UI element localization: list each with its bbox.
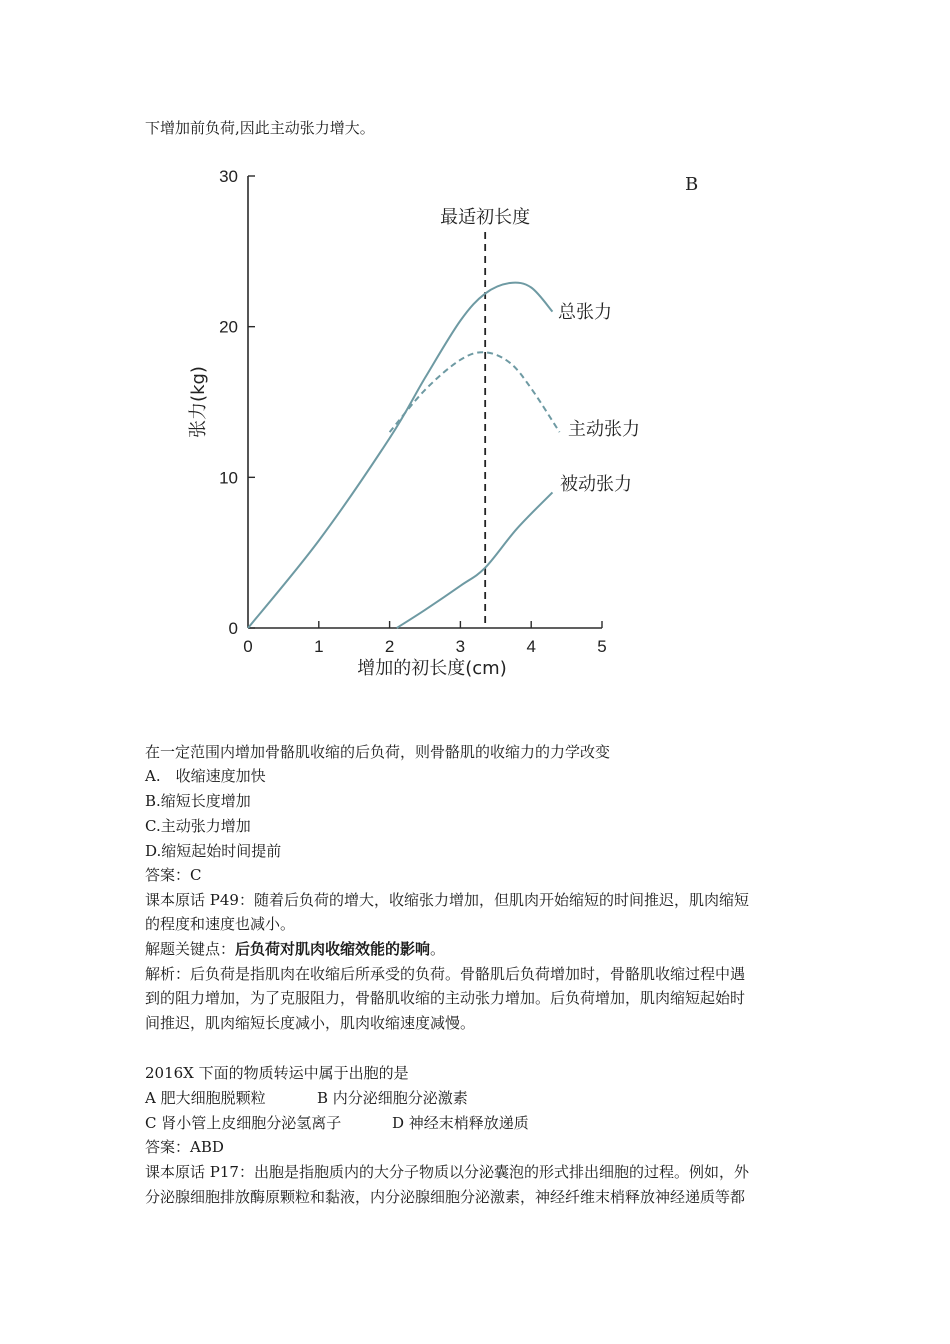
key-point-prefix: 解题关键点： bbox=[145, 940, 236, 958]
q1-option-c: C.主动张力增加 bbox=[145, 817, 251, 835]
panel-label: B bbox=[685, 174, 699, 195]
series-label-2: 主动张力 bbox=[568, 419, 640, 440]
q2-option-d: D 神经末梢释放递质 bbox=[392, 1114, 529, 1132]
chart-labels bbox=[188, 174, 698, 679]
y-tick-label: 0 bbox=[228, 619, 238, 638]
x-tick-label: 0 bbox=[243, 637, 253, 656]
chart-ticks bbox=[219, 167, 607, 656]
y-tick-label: 30 bbox=[219, 167, 238, 186]
q2-answer: 答案：ABD bbox=[145, 1138, 224, 1156]
q1-analysis-1: 解析：后负荷是指肌肉在收缩后所承受的负荷。骨骼肌后负荷增加时，骨骼肌收缩过程中遇 bbox=[145, 965, 746, 983]
x-tick-label: 4 bbox=[526, 637, 536, 656]
series-label-1: 总张力 bbox=[558, 302, 612, 323]
key-point-suffix: 。 bbox=[430, 940, 446, 958]
q1-textbook-2: 的程度和速度也减小。 bbox=[145, 915, 296, 933]
series-curve-1 bbox=[248, 283, 552, 628]
q2-option-c: C 肾小管上皮细胞分泌氢离子 bbox=[145, 1114, 342, 1132]
q2-textbook-2: 分泌腺细胞排放酶原颗粒和黏液，内分泌腺细胞分泌激素，神经纤维末梢释放神经递质等都 bbox=[145, 1188, 746, 1206]
series-curve-2 bbox=[390, 352, 560, 432]
q1-key-point bbox=[145, 939, 445, 959]
q1-option-d: D.缩短起始时间提前 bbox=[145, 842, 282, 860]
x-tick-label: 5 bbox=[597, 637, 607, 656]
chart-axes bbox=[248, 176, 602, 628]
q2-textbook-1: 课本原话 P17：出胞是指胞质内的大分子物质以分泌囊泡的形式排出细胞的过程。例如，外 bbox=[145, 1163, 749, 1181]
key-point-bold: 后负荷对肌肉收缩效能的影响 bbox=[235, 940, 431, 958]
q1-option-a: A. 收缩速度加快 bbox=[145, 767, 266, 785]
intro-text: 下增加前负荷,因此主动张力增大。 bbox=[145, 119, 375, 137]
q2-stem: 2016X 下面的物质转运中属于出胞的是 bbox=[145, 1064, 409, 1082]
x-tick-label: 2 bbox=[384, 637, 395, 656]
series-label-3: 被动张力 bbox=[560, 474, 632, 495]
q1-analysis-3: 间推迟，肌肉缩短长度减小，肌肉收缩速度减慢。 bbox=[145, 1014, 476, 1032]
series-curve-3 bbox=[397, 492, 553, 628]
x-axis-title: 增加的初长度(cm) bbox=[357, 658, 507, 679]
optimal-length-label: 最适初长度 bbox=[440, 207, 531, 228]
q2-option-a: A 肥大细胞脱颗粒 bbox=[145, 1089, 266, 1107]
q1-stem: 在一定范围内增加骨骼肌收缩的后负荷，则骨骼肌的收缩力的力学改变 bbox=[145, 743, 611, 761]
q1-textbook-1: 课本原话 P49：随着后负荷的增大，收缩张力增加，但肌肉开始缩短的时间推迟，肌肉缩短 bbox=[145, 891, 749, 909]
q1-answer: 答案：C bbox=[145, 866, 202, 884]
x-tick-label: 3 bbox=[455, 637, 466, 656]
y-axis-title: 张力(kg) bbox=[188, 366, 209, 438]
x-tick-label: 1 bbox=[314, 637, 324, 656]
q1-analysis-2: 到的阻力增加，为了克服阻力，骨骼肌收缩的主动张力增加。后负荷增加，肌肉缩短起始时 bbox=[145, 989, 746, 1007]
chart-series bbox=[248, 232, 560, 628]
y-tick-label: 20 bbox=[219, 317, 238, 337]
y-tick-label: 10 bbox=[219, 468, 238, 488]
tension-length-chart bbox=[170, 160, 730, 690]
q1-option-b: B.缩短长度增加 bbox=[145, 792, 251, 810]
q2-option-b: B 内分泌细胞分泌激素 bbox=[317, 1089, 468, 1107]
